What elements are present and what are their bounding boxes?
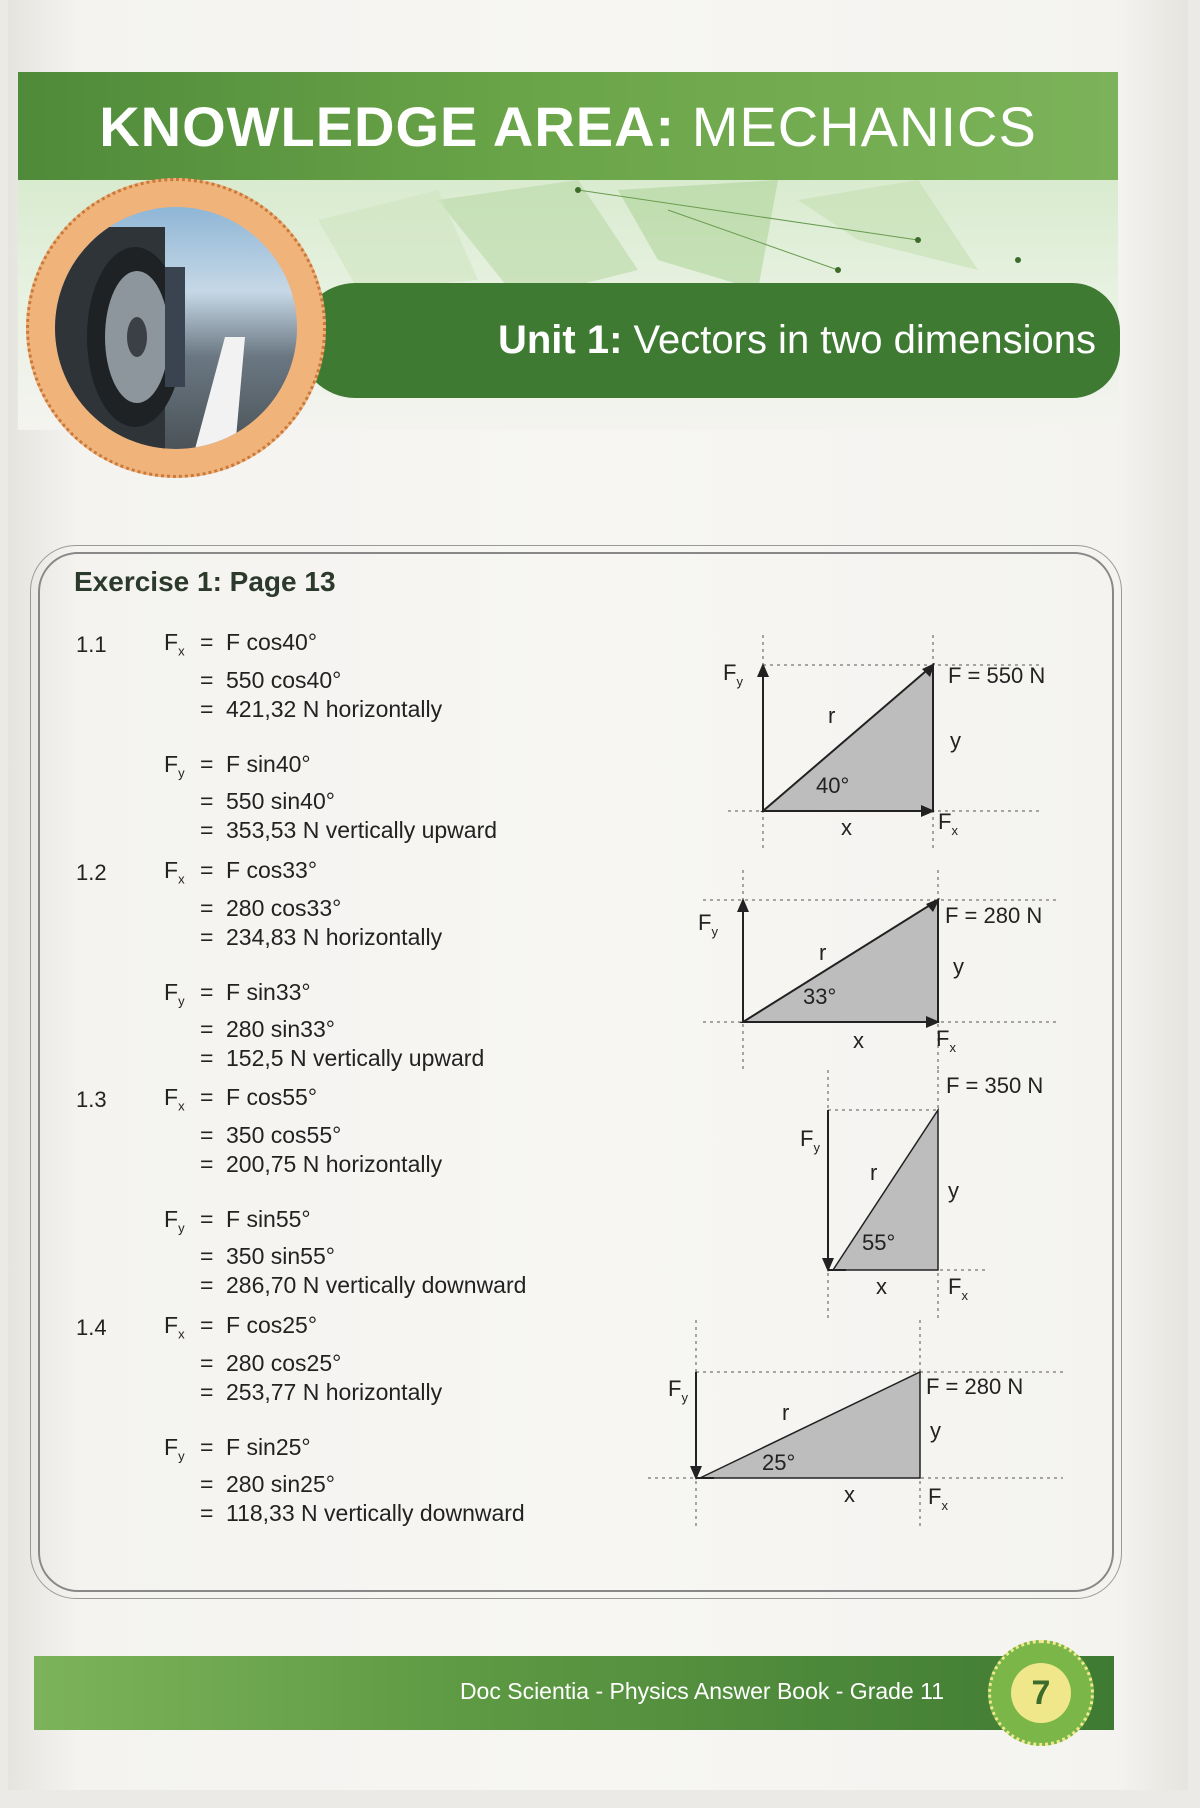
question-1-1-working bbox=[164, 628, 497, 845]
force-magnitude-label: F = 280 N bbox=[926, 1374, 1024, 1399]
fy-label: $F_y$ bbox=[164, 1433, 185, 1464]
fy-arrow-label: $F_y$ bbox=[668, 1376, 688, 1405]
question-number: 1.3 bbox=[76, 1087, 107, 1112]
footer-bar bbox=[34, 1656, 1114, 1730]
question-1-4-working bbox=[164, 1311, 525, 1528]
equation-row: = 200,75 N horizontally bbox=[200, 1150, 443, 1177]
fy-label: $F_y$ bbox=[164, 978, 185, 1009]
equation-row: = 280 sin33° bbox=[200, 1016, 335, 1043]
knowledge-area-title: KNOWLEDGE AREA: MECHANICS bbox=[99, 94, 1037, 158]
equation-row: = 253,77 N horizontally bbox=[200, 1378, 443, 1405]
fy-arrow-label: $F_y$ bbox=[723, 660, 743, 689]
unit-title-bar bbox=[298, 283, 1120, 398]
force-magnitude-label: F = 350 N bbox=[946, 1073, 1044, 1098]
equation-row: $F_x$ = F cos33° bbox=[164, 856, 484, 894]
equation-row: = 550 sin40° bbox=[200, 788, 335, 815]
page-number-badge bbox=[988, 1640, 1094, 1746]
equation-row: $F_y$ = F sin40° bbox=[164, 750, 497, 788]
question-1-2-working bbox=[164, 856, 484, 1073]
angle-label: 25° bbox=[762, 1450, 796, 1475]
fx-label: $F_x$ bbox=[164, 1084, 185, 1114]
fx-label: $F_x$ bbox=[164, 629, 185, 659]
resultant-label: r bbox=[782, 1400, 790, 1425]
angle-label: 33° bbox=[803, 984, 837, 1009]
equation-row: $F_y$ = F sin25° bbox=[164, 1433, 525, 1471]
y-label: y bbox=[948, 1178, 959, 1203]
fx-arrow-label: $F_x$ bbox=[948, 1274, 968, 1303]
vector-diagram-1-4 bbox=[648, 1320, 1068, 1530]
equation-row: = 286,70 N vertically downward bbox=[200, 1272, 527, 1299]
vector-diagram-1-3 bbox=[788, 1070, 1058, 1320]
equation-row: = 118,33 N vertically downward bbox=[200, 1500, 525, 1527]
equation-row: = 353,53 N vertically upward bbox=[200, 817, 498, 844]
angle-label: 55° bbox=[862, 1230, 896, 1255]
vector-triangle bbox=[743, 900, 938, 1022]
page-number: 7 bbox=[1011, 1663, 1071, 1723]
vector-diagram-1-1 bbox=[698, 635, 1058, 850]
angle-label: 40° bbox=[816, 773, 850, 798]
question-1-3-working bbox=[164, 1083, 526, 1300]
force-magnitude-label: F = 280 N bbox=[945, 903, 1043, 928]
vector-triangle bbox=[700, 1372, 920, 1478]
fy-arrow-label: $F_y$ bbox=[698, 910, 718, 939]
equation-row: = 152,5 N vertically upward bbox=[200, 1045, 485, 1072]
y-label: y bbox=[930, 1418, 941, 1443]
fx-arrow-label: $F_x$ bbox=[938, 809, 958, 838]
fy-arrow-label: $F_y$ bbox=[800, 1126, 820, 1155]
equation-row: = 234,83 N horizontally bbox=[200, 923, 443, 950]
page bbox=[8, 0, 1188, 1790]
resultant-label: r bbox=[870, 1160, 878, 1185]
equation-row: = 280 cos25° bbox=[200, 1349, 342, 1376]
equation-row: = 280 sin25° bbox=[200, 1471, 335, 1498]
exercise-title: Exercise 1: Page 13 bbox=[74, 566, 336, 597]
equation-row: $F_x$ = F cos55° bbox=[164, 1083, 526, 1121]
equation-row: $F_x$ = F cos40° bbox=[164, 628, 497, 666]
x-label: x bbox=[844, 1482, 855, 1507]
equation-row: = 350 cos55° bbox=[200, 1121, 342, 1148]
x-label: x bbox=[841, 815, 852, 840]
footer-title: Doc Scientia - Physics Answer Book - Grade 11 bbox=[459, 1678, 944, 1704]
resultant-label: r bbox=[828, 703, 836, 728]
x-label: x bbox=[853, 1028, 864, 1053]
question-number: 1.2 bbox=[76, 860, 107, 885]
y-label: y bbox=[950, 728, 961, 753]
fx-arrow-label: $F_x$ bbox=[936, 1026, 956, 1055]
question-number: 1.1 bbox=[76, 632, 107, 657]
car-wheel-badge bbox=[26, 178, 326, 478]
force-magnitude-label: F = 550 N bbox=[948, 663, 1046, 688]
equation-row: $F_y$ = F sin55° bbox=[164, 1205, 526, 1243]
equation-row: = 350 sin55° bbox=[200, 1243, 335, 1270]
knowledge-area-title-bar bbox=[18, 72, 1118, 180]
fx-arrow-label: $F_x$ bbox=[928, 1484, 948, 1513]
fx-label: $F_x$ bbox=[164, 1312, 185, 1342]
y-label: y bbox=[953, 954, 964, 979]
car-wheel-image bbox=[55, 207, 297, 449]
equation-row: $F_y$ = F sin33° bbox=[164, 978, 484, 1016]
equation-row: = 550 cos40° bbox=[200, 666, 342, 693]
equation-row: = 421,32 N horizontally bbox=[200, 695, 443, 722]
fy-label: $F_y$ bbox=[164, 1205, 185, 1236]
vector-diagram-1-2 bbox=[693, 870, 1063, 1070]
resultant-label: r bbox=[819, 940, 827, 965]
equation-row: = 280 cos33° bbox=[200, 894, 342, 921]
x-label: x bbox=[876, 1274, 887, 1299]
unit-title: Unit 1: Vectors in two dimensions bbox=[497, 318, 1096, 362]
fy-label: $F_y$ bbox=[164, 750, 185, 781]
car-wheel-icon bbox=[55, 207, 297, 449]
equation-row: $F_x$ = F cos25° bbox=[164, 1311, 525, 1349]
fx-label: $F_x$ bbox=[164, 857, 185, 887]
question-number: 1.4 bbox=[76, 1315, 107, 1340]
